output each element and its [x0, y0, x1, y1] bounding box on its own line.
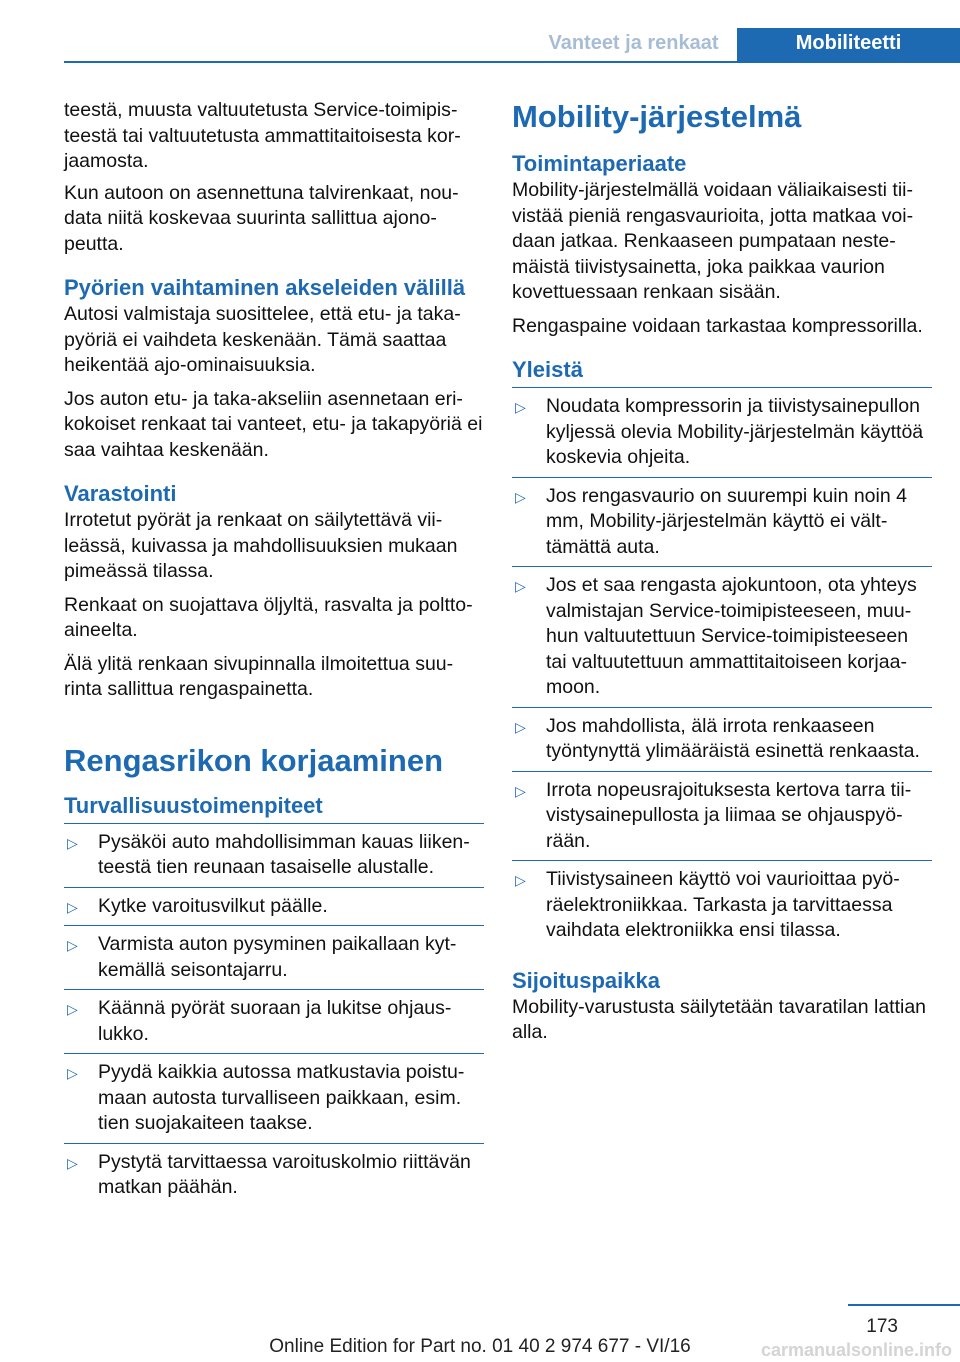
- triangle-bullet-icon: ▷: [515, 718, 526, 735]
- list-item-text: Jos mahdollista, älä irrota renkaaseen työntynyttä ylimääräistä esinettä renkaasta.: [546, 714, 920, 762]
- list-item-text: Jos rengasvaurio on suurempi kuin noin 4 mm, Mobility-järjestelmän käyttö ei välttämättä auta.: [546, 484, 907, 558]
- triangle-bullet-icon: ▷: [67, 898, 78, 915]
- list-item: [64, 1143, 484, 1207]
- list-item-text: Kytke varoitusvilkut päälle.: [98, 894, 328, 917]
- paragraph: Jos auton etu- ja taka-akseliin asennetaan erikokoiset renkaat tai vanteet, etu- ja takapyöriä ei saa vaihtaa keskenään.: [64, 387, 483, 461]
- heading-storage: Varastointi: [64, 481, 177, 506]
- triangle-bullet-icon: ▷: [67, 834, 78, 851]
- paragraph: Rengaspaine voidaan tarkastaa kompressorilla.: [512, 314, 923, 337]
- list-item-text: Jos et saa rengasta ajokuntoon, ota yhteys valmistajan Service-toimipisteeseen, muuhun valtuutettuun Service-toimipisteeseen tai valtuutettuun ammattitaitoiseen korjaamoon.: [546, 574, 917, 698]
- general-list: [512, 387, 932, 950]
- list-item: [64, 925, 484, 989]
- triangle-bullet-icon: ▷: [515, 578, 526, 594]
- paragraph: Mobility-järjestelmällä voidaan väliaikaisesti tiivistää pieniä rengasvaurioita, jotta matkaa voidaan jatkaa. Renkaaseen pumpataan nestemäistä tiivistysainetta, joka paikkaa vaurion kovettuessaan renkaan sisään.: [512, 179, 914, 303]
- triangle-bullet-icon: ▷: [67, 1154, 78, 1171]
- paragraph: Älä ylitä renkaan sivupinnalla ilmoitettua suurinta sallittua rengaspainetta.: [64, 652, 454, 700]
- triangle-bullet-icon: ▷: [515, 782, 526, 799]
- list-item-text: Noudata kompressorin ja tiivistysainepullon kyljessä olevia Mobility-järjestelmän käyttöä koskevia ohjeita.: [546, 395, 924, 468]
- right-column: [512, 98, 932, 1054]
- triangle-bullet-icon: ▷: [515, 872, 526, 888]
- list-item: [64, 989, 484, 1053]
- page-number-rule: [848, 1304, 960, 1306]
- list-item: [512, 387, 932, 477]
- list-item-text: Pystytä tarvittaessa varoituskolmio riittävän matkan päähän.: [98, 1150, 471, 1198]
- list-item: [512, 707, 932, 771]
- edition-footer: Online Edition for Part no. 01 40 2 974 677 - VI/16: [269, 1336, 691, 1357]
- heading-wheel-swap: Pyörien vaihtaminen akseleiden välillä: [64, 275, 466, 300]
- watermark: carmanualsonline.info: [760, 1340, 952, 1360]
- triangle-bullet-icon: ▷: [515, 399, 526, 415]
- list-item: [64, 887, 484, 926]
- page-number: 173: [866, 1316, 898, 1337]
- list-item: [64, 823, 484, 887]
- list-item: [512, 860, 932, 950]
- paragraph: Kun autoon on asennettuna talvirenkaat, noudata niitä koskevaa suurinta sallittua ajonopeutta.: [64, 181, 459, 255]
- triangle-bullet-icon: ▷: [515, 488, 526, 505]
- list-item: [64, 1053, 484, 1143]
- heading-safety-measures: Turvallisuustoimenpiteet: [64, 792, 323, 818]
- list-item: [512, 771, 932, 861]
- header-section-tab: Vanteet ja renkaat: [548, 32, 719, 54]
- list-item-text: Varmista auton pysyminen paikallaan kytkemällä seisontajarru.: [98, 933, 457, 981]
- paragraph: Renkaat on suojattava öljyltä, rasvalta ja polttoaineelta.: [64, 593, 473, 641]
- list-item-text: Irrota nopeusrajoituksesta kertova tarra tiivistysainepullosta ja liimaa se ohjauspyörään.: [546, 778, 912, 852]
- header-rule: [64, 61, 960, 63]
- triangle-bullet-icon: ▷: [67, 937, 78, 953]
- triangle-bullet-icon: ▷: [67, 1065, 78, 1081]
- heading-mobility-system: Mobility-järjestelmä: [512, 99, 802, 134]
- paragraph: Mobility-varustusta säilytetään tavaratilan lattian alla.: [512, 995, 927, 1043]
- list-item-text: Tiivistysaineen käyttö voi vaurioittaa pyöräelektroniikkaa. Tarkasta ja tarvittaessa vaihdata elektroniikka ensi tilassa.: [546, 868, 900, 941]
- list-item: [512, 566, 932, 707]
- list-item: [512, 477, 932, 567]
- heading-general: Yleistä: [512, 357, 583, 382]
- left-column: [64, 98, 484, 1207]
- heading-tire-repair: Rengasrikon korjaaminen: [64, 742, 444, 778]
- header-chapter-tab: Mobiliteetti: [737, 28, 960, 61]
- heading-principle: Toimintaperiaate: [512, 151, 687, 176]
- safety-list: [64, 823, 484, 1207]
- paragraph: teestä, muusta valtuutetusta Service-toimipisteestä tai valtuutetusta ammattitaitoisesta korjaamosta.: [64, 99, 461, 172]
- paragraph: Autosi valmistaja suosittelee, että etu- ja takapyöriä ei vaihdeta keskenään. Tämä saattaa heikentää ajo-ominaisuuksia.: [64, 303, 461, 376]
- triangle-bullet-icon: ▷: [67, 1001, 78, 1017]
- heading-location: Sijoituspaikka: [512, 967, 660, 993]
- list-item-text: Pyydä kaikkia autossa matkustavia poistumaan autosta turvalliseen paikkaan, esim. tien suojakaiteen taakse.: [98, 1061, 465, 1134]
- paragraph: Irrotetut pyörät ja renkaat on säilytettävä viileässä, kuivassa ja mahdollisuuksien mukaan pimeässä tilassa.: [64, 509, 458, 582]
- list-item-text: Pysäköi auto mahdollisimman kauas liikenteestä tien reunaan tasaiselle alustalle.: [98, 830, 470, 878]
- list-item-text: Käännä pyörät suoraan ja lukitse ohjauslukko.: [98, 997, 452, 1045]
